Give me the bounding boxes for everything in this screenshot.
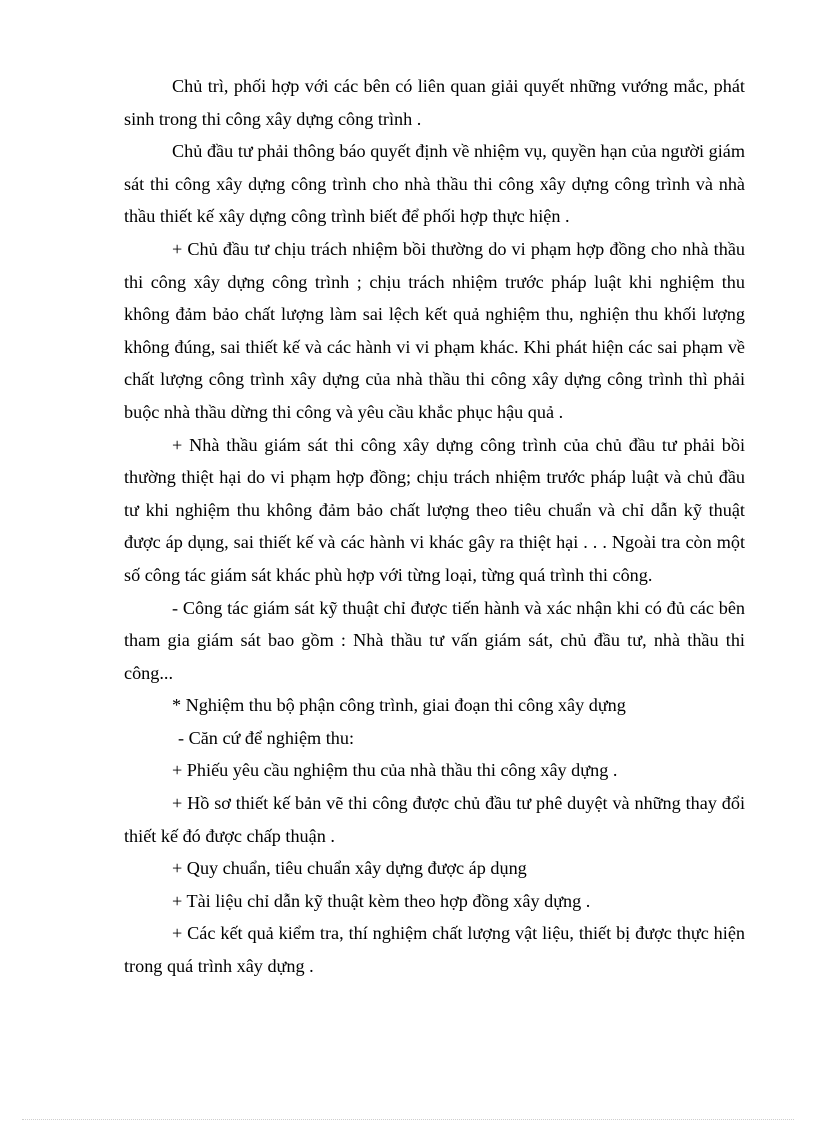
paragraph-supervisor-responsibility: + Nhà thầu giám sát thi công xây dựng công trình của chủ đầu tư phải bồi thường thiệt hại do vi phạm hợp đồng; chịu trách nhiệm trước pháp luật và chủ đầu tư khi nghiệm thu không đảm bảo chất lượng theo tiêu chuẩn và chỉ dẫn kỹ thuật được áp dụng, sai thiết kế và các hành vi khác gây ra thiệt hại . . . Ngoài tra còn một số công tác giám sát khác phù hợp với từng loại, từng quá trình thi công.: [124, 434, 745, 585]
list-item-standards: + Quy chuẩn, tiêu chuẩn xây dựng được áp dụng: [172, 858, 527, 879]
paragraph-resolve-issues: Chủ trì, phối hợp với các bên có liên quan giải quyết những vướng mắc, phát sinh trong thi công xây dựng công trình .: [124, 76, 745, 129]
list-item-design-drawings: + Hồ sơ thiết kế bản vẽ thi công được chủ đầu tư phê duyệt và những thay đổi thiết kế đó được chấp thuận .: [124, 793, 745, 846]
list-item-technical-guidance: + Tài liệu chỉ dẫn kỹ thuật kèm theo hợp đồng xây dựng .: [172, 890, 591, 911]
paragraph-supervision-parties: - Công tác giám sát kỹ thuật chỉ được tiến hành và xác nhận khi có đủ các bên tham gia giám sát bao gồm : Nhà thầu tư vấn giám sát, chủ đầu tư, nhà thầu thi công...: [124, 597, 745, 683]
paragraph-owner-notification: Chủ đầu tư phải thông báo quyết định về nhiệm vụ, quyền hạn của người giám sát thi công xây dựng công trình cho nhà thầu thi công xây dựng công trình và nhà thầu thiết kế xây dựng công trình biết để phối hợp thực hiện .: [124, 141, 745, 227]
list-item-request-form: + Phiếu yêu cầu nghiệm thu của nhà thầu thi công xây dựng .: [172, 760, 618, 781]
document-page: [124, 70, 745, 983]
list-heading-acceptance-basis: - Căn cứ để nghiệm thu:: [178, 727, 355, 748]
paragraph-owner-responsibility: + Chủ đầu tư chịu trách nhiệm bồi thường do vi phạm hợp đồng cho nhà thầu thi công xây dựng công trình ; chịu trách nhiệm trước pháp luật khi nghiệm thu không đảm bảo chất lượng làm sai lệch kết quả nghiệm thu, nghiện thu khối lượng không đúng, sai thiết kế và các hành vi vi phạm khác. Khi phát hiện các sai phạm về chất lượng công trình xây dựng của nhà thầu thi công xây dựng công trình thì phải buộc nhà thầu dừng thi công và yêu cầu khắc phục hậu quả .: [124, 238, 745, 422]
list-item-test-results: + Các kết quả kiểm tra, thí nghiệm chất lượng vật liệu, thiết bị được thực hiện trong quá trình xây dựng .: [124, 923, 745, 977]
page-bottom-divider: [22, 1119, 794, 1120]
section-heading-acceptance: * Nghiệm thu bộ phận công trình, giai đoạn thi công xây dựng: [172, 695, 626, 716]
